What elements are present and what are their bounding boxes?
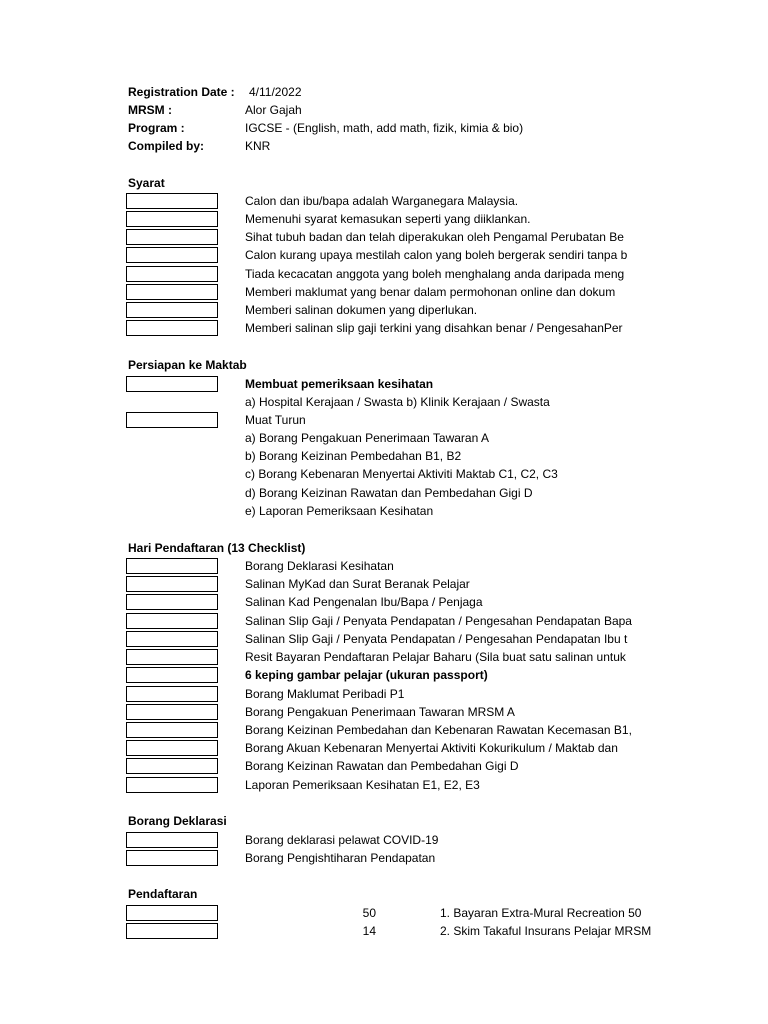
checkbox[interactable] [126, 667, 218, 683]
syarat-item: Memenuhi syarat kemasukan seperti yang diiklankan. [245, 212, 531, 226]
checkbox[interactable] [126, 211, 218, 227]
checkbox[interactable] [126, 376, 218, 392]
compiled-by-label: Compiled by: [128, 139, 205, 153]
mrsm-label: MRSM : [128, 103, 172, 117]
program-label: Program : [128, 121, 185, 135]
hari-item: Borang Akuan Kebenaran Menyertai Aktiviti Kokurikulum / Maktab dan [245, 741, 618, 755]
checkbox[interactable] [126, 193, 218, 209]
syarat-item: Memberi maklumat yang benar dalam permohonan online dan dokum [245, 285, 616, 299]
checkbox[interactable] [126, 740, 218, 756]
hari-item: Laporan Pemeriksaan Kesihatan E1, E2, E3 [245, 778, 480, 792]
deklarasi-item: Borang deklarasi pelawat COVID-19 [245, 833, 439, 847]
persiapan-sub-item: c) Borang Kebenaran Menyertai Aktiviti Maktab C1, C2, C3 [245, 467, 558, 481]
syarat-item: Calon kurang upaya mestilah calon yang boleh bergerak sendiri tanpa b [245, 248, 628, 262]
syarat-item: Sihat tubuh badan dan telah diperakukan oleh Pengamal Perubatan Be [245, 230, 624, 244]
deklarasi-item: Borang Pengishtiharan Pendapatan [245, 851, 436, 865]
checkbox[interactable] [126, 247, 218, 263]
checkbox[interactable] [126, 412, 218, 428]
fee-amount: 14 [362, 924, 376, 938]
mrsm-value: Alor Gajah [245, 103, 302, 117]
checkbox[interactable] [126, 302, 218, 318]
checkbox[interactable] [126, 923, 218, 939]
hari-item: Borang Pengakuan Penerimaan Tawaran MRSM A [245, 705, 515, 719]
hari-item: Salinan MyKad dan Surat Beranak Pelajar [245, 577, 470, 591]
checkbox[interactable] [126, 613, 218, 629]
checkbox[interactable] [126, 832, 218, 848]
registration-date-value: 4/11/2022 [249, 85, 302, 99]
checkbox[interactable] [126, 266, 218, 282]
hari-item: Borang Keizinan Rawatan dan Pembedahan Gigi D [245, 759, 519, 773]
hari-item: Borang Deklarasi Kesihatan [245, 559, 394, 573]
program-value: IGCSE - (English, math, add math, fizik, kimia & bio) [245, 121, 524, 135]
persiapan-item: Membuat pemeriksaan kesihatan [245, 377, 434, 391]
hari-item: Salinan Slip Gaji / Penyata Pendapatan / Pengesahan Pendapatan Bapa [245, 614, 632, 628]
persiapan-sub-item: e) Laporan Pemeriksaan Kesihatan [245, 504, 434, 518]
registration-date-label: Registration Date : [128, 85, 235, 99]
checkbox[interactable] [126, 649, 218, 665]
compiled-by-value: KNR [245, 139, 271, 153]
syarat-heading: Syarat [128, 176, 165, 190]
hari-item: Borang Keizinan Pembedahan dan Kebenaran Rawatan Kecemasan B1, [245, 723, 632, 737]
persiapan-sub-item: b) Borang Keizinan Pembedahan B1, B2 [245, 449, 462, 463]
checkbox[interactable] [126, 722, 218, 738]
hari-item: Salinan Slip Gaji / Penyata Pendapatan / Pengesahan Pendapatan Ibu t [245, 632, 628, 646]
syarat-item: Memberi salinan slip gaji terkini yang disahkan benar / PengesahanPer [245, 321, 623, 335]
checkbox[interactable] [126, 777, 218, 793]
checkbox[interactable] [126, 229, 218, 245]
checkbox[interactable] [126, 850, 218, 866]
checkbox[interactable] [126, 631, 218, 647]
hari-item: 6 keping gambar pelajar (ukuran passport) [245, 668, 488, 682]
fee-description: 1. Bayaran Extra-Mural Recreation 50 [440, 906, 642, 920]
checkbox[interactable] [126, 686, 218, 702]
checkbox[interactable] [126, 284, 218, 300]
persiapan-sub-item: a) Hospital Kerajaan / Swasta b) Klinik Kerajaan / Swasta [245, 395, 550, 409]
hari-heading: Hari Pendaftaran (13 Checklist) [128, 541, 306, 555]
persiapan-sub-item: a) Borang Pengakuan Penerimaan Tawaran A [245, 431, 489, 445]
fee-amount: 50 [362, 906, 376, 920]
checkbox[interactable] [126, 905, 218, 921]
persiapan-item: Muat Turun [245, 413, 306, 427]
hari-item: Resit Bayaran Pendaftaran Pelajar Baharu (Sila buat satu salinan untuk [245, 650, 626, 664]
fee-description: 2. Skim Takaful Insurans Pelajar MRSM [440, 924, 651, 938]
checkbox[interactable] [126, 594, 218, 610]
persiapan-heading: Persiapan ke Maktab [128, 358, 247, 372]
hari-item: Salinan Kad Pengenalan Ibu/Bapa / Penjaga [245, 595, 483, 609]
checkbox[interactable] [126, 758, 218, 774]
syarat-item: Calon dan ibu/bapa adalah Warganegara Malaysia. [245, 194, 519, 208]
checkbox[interactable] [126, 320, 218, 336]
pendaftaran-heading: Pendaftaran [128, 887, 198, 901]
hari-item: Borang Maklumat Peribadi P1 [245, 687, 405, 701]
deklarasi-heading: Borang Deklarasi [128, 814, 227, 828]
persiapan-sub-item: d) Borang Keizinan Rawatan dan Pembedahan Gigi D [245, 486, 533, 500]
checkbox[interactable] [126, 704, 218, 720]
syarat-item: Memberi salinan dokumen yang diperlukan. [245, 303, 478, 317]
checkbox[interactable] [126, 558, 218, 574]
checkbox[interactable] [126, 576, 218, 592]
syarat-item: Tiada kecacatan anggota yang boleh menghalang anda daripada meng [245, 267, 625, 281]
